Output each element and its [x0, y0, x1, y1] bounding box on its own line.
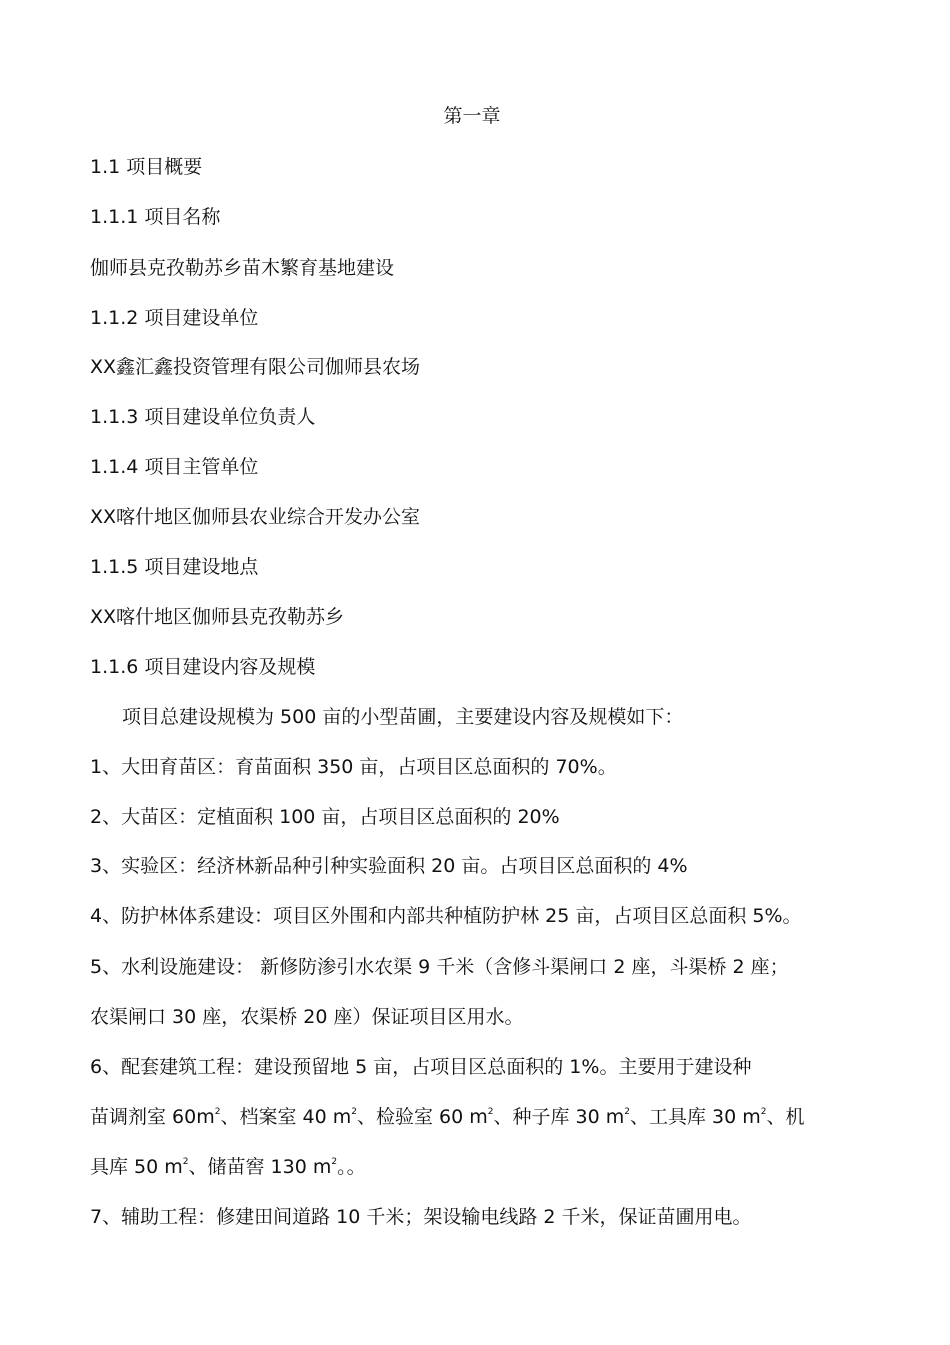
list-item-continuation: 苗调剂室 $60m^2$、档案室 40 $m^2$、检验室 60 $m^2$、种子库 30 $m^2$、工具库 30 $m^2$、机: [90, 1106, 805, 1128]
superscript: 2: [760, 1107, 767, 1117]
list-item: 1、大田育苗区：育苗面积 350 亩，占项目区总面积的 70%。: [90, 756, 617, 778]
list-item: 5、水利设施建设： 新修防渗引水农渠 9 千米（含修斗渠闸口 2 座，斗渠桥 2 座；: [90, 956, 789, 978]
superscript: 2: [182, 1157, 189, 1167]
superscript: 2: [331, 1157, 338, 1167]
list-item: 7、辅助工程：修建田间道路 10 千米；架设输电线路 2 千米，保证苗圃用电。: [90, 1206, 752, 1228]
subsection-heading: 1.1.5 项目建设地点: [90, 556, 259, 578]
superscript: 2: [487, 1107, 494, 1117]
list-item: 4、防护林体系建设：项目区外围和内部共种植防护林 25 亩，占项目区总面积 5%。: [90, 905, 802, 927]
chapter-title: 第一章: [443, 105, 501, 127]
subsection-heading: 1.1.3 项目建设单位负责人: [90, 406, 316, 428]
superscript: 2: [214, 1107, 221, 1117]
list-item: 3、实验区：经济林新品种引种实验面积 20 亩。占项目区总面积的 4%: [90, 855, 688, 877]
scope-intro: 项目总建设规模为 500 亩的小型苗圃，主要建设内容及规模如下：: [122, 706, 684, 728]
list-item-continuation: 农渠闸口 30 座，农渠桥 20 座）保证项目区用水。: [90, 1006, 524, 1028]
list-item-continuation: 具库 50 $m^2$、储苗窖 130 $m^2$。。: [90, 1156, 366, 1178]
project-name: 伽师县克孜勒苏乡苗木繁育基地建设: [90, 257, 395, 279]
subsection-heading: 1.1.6 项目建设内容及规模: [90, 656, 316, 678]
superscript: 2: [624, 1107, 630, 1117]
authority-unit: XX喀什地区伽师县农业综合开发办公室: [90, 506, 421, 528]
construction-unit: XX鑫汇鑫投资管理有限公司伽师县农场: [90, 356, 421, 378]
list-item: 6、配套建筑工程：建设预留地 5 亩，占项目区总面积的 1%。主要用于建设种: [90, 1056, 752, 1078]
section-heading: 1.1 项目概要: [90, 156, 203, 178]
subsection-heading: 1.1.1 项目名称: [90, 206, 221, 228]
superscript: 2: [351, 1107, 357, 1117]
subsection-heading: 1.1.4 项目主管单位: [90, 456, 259, 478]
subsection-heading: 1.1.2 项目建设单位: [90, 307, 259, 329]
project-location: XX喀什地区伽师县克孜勒苏乡: [90, 606, 345, 628]
list-item: 2、大苗区：定植面积 100 亩，占项目区总面积的 20%: [90, 806, 560, 828]
